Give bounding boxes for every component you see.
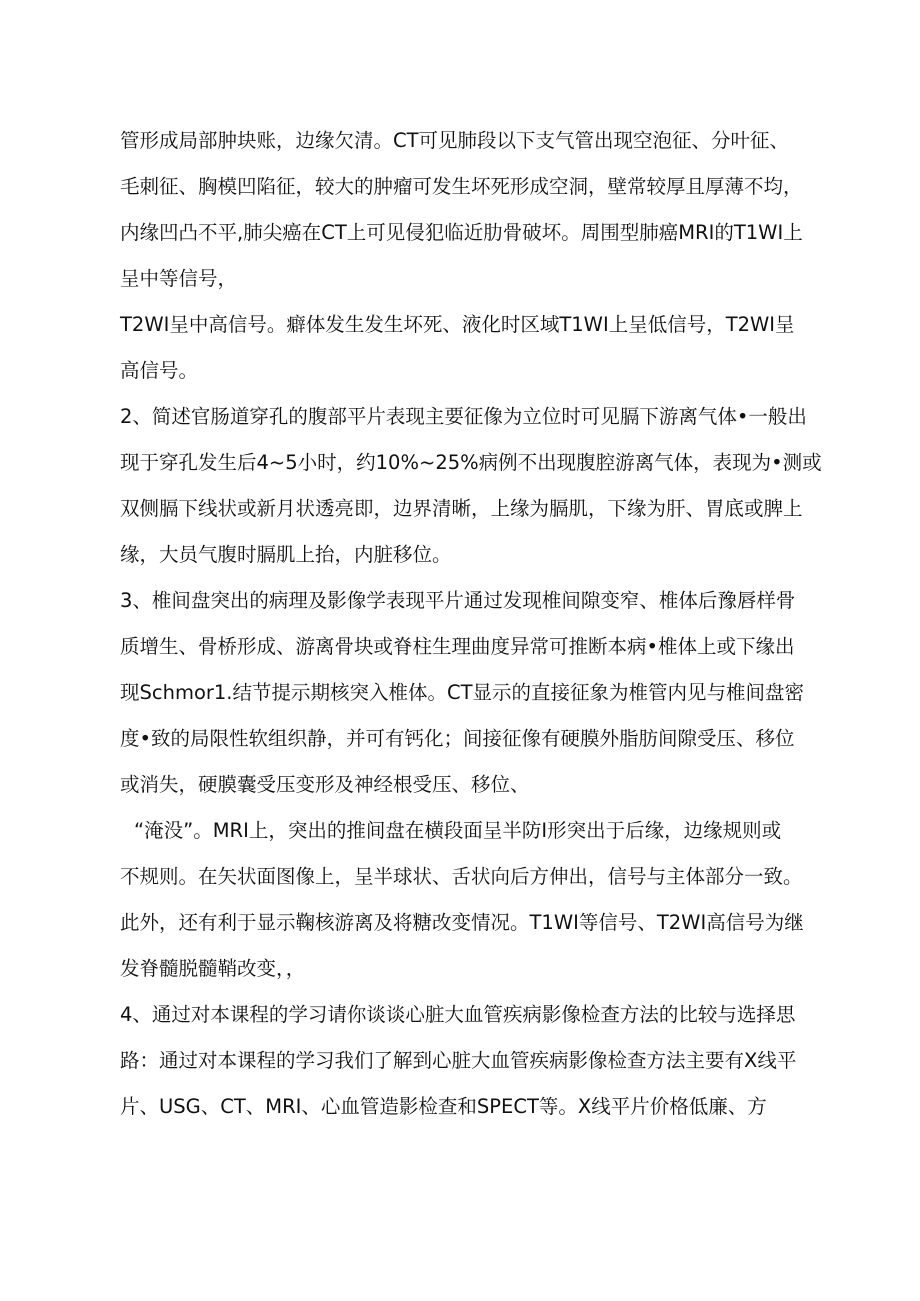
text-line: 4、通过对本课程的学习请你谈谈心脏大血管疾病影像检查方法的比较与选择思 — [120, 1003, 796, 1026]
text-line: 质增生、骨桥形成、游离骨块或脊柱生理曲度异常可推断本病•椎体上或下缘出 — [120, 635, 795, 658]
text-line: 路：通过对本课程的学习我们了解到心脏大血管疾病影像检查方法主要有X线平 — [120, 1049, 797, 1072]
text-line: 内缘凹凸不平,肺尖癌在CT上可见侵犯临近肋骨破坏。周围型肺癌MRI的T1WI上 — [120, 221, 803, 244]
text-line: 双侧膈下线状或新月状透亮即，边界清晰，上缘为膈肌，下缘为肝、胃底或脾上 — [120, 497, 803, 520]
text-line: T2WI呈中高信号。癖体发生发生坏死、液化时区域T1WI上呈低信号，T2WI呈 — [120, 313, 795, 336]
text-line: 高信号。 — [120, 359, 199, 382]
text-line: 片、USG、CT、MRI、心血管造影检查和SPECT等。X线平片价格低廉、方 — [120, 1095, 767, 1118]
text-line: “淹没”。MRI上，突出的推间盘在横段面呈半防I形突出于后缘，边缘规则或 — [134, 819, 782, 842]
text-line: 度•致的局限性软组织静，并可有钙化；间接征像有硬膜外脂肪间隙受压、移位 — [120, 727, 795, 750]
text-line: 2、简述官肠道穿孔的腹部平片表现主要征像为立位时可见膈下游离气体•一般出 — [120, 405, 807, 428]
text-line: 缘，大员气腹时膈肌上抬，内脏移位。 — [120, 543, 452, 566]
text-line: 不规则。在矢状面图像上，呈半球状、舌状向后方伸出，信号与主体部分一致。 — [120, 865, 803, 888]
text-line: 此外，还有利于显示鞠核游离及将糖改变情况。T1WI等信号、T2WI高信号为继 — [120, 911, 804, 934]
text-line: 现于穿孔发生后4~5小时，约10%~25%病例不出现腹腔游离气体，表现为•测或 — [120, 451, 822, 474]
text-line: 或消失，硬膜囊受压变形及神经根受压、移位、 — [120, 773, 530, 796]
text-line: 现Schmor1.结节提示期核突入椎体。CT显示的直接征象为椎管内见与椎间盘密 — [120, 681, 805, 704]
text-line: 发脊髓脱髓鞘改变，， — [120, 957, 306, 980]
text-line: 呈中等信号， — [120, 267, 238, 290]
text-line: 毛刺征、胸模凹陷征，较大的肿瘤可发生坏死形成空洞，壁常较厚且厚薄不均， — [120, 175, 803, 198]
text-line: 3、椎间盘突出的病理及影像学表现平片通过发现椎间隙变窄、椎体后豫唇样骨 — [120, 589, 796, 612]
text-line: 管形成局部肿块账，边缘欠清。CT可见肺段以下支气管出现空泡征、分叶征、 — [120, 129, 790, 152]
document-body — [120, 118, 822, 1130]
